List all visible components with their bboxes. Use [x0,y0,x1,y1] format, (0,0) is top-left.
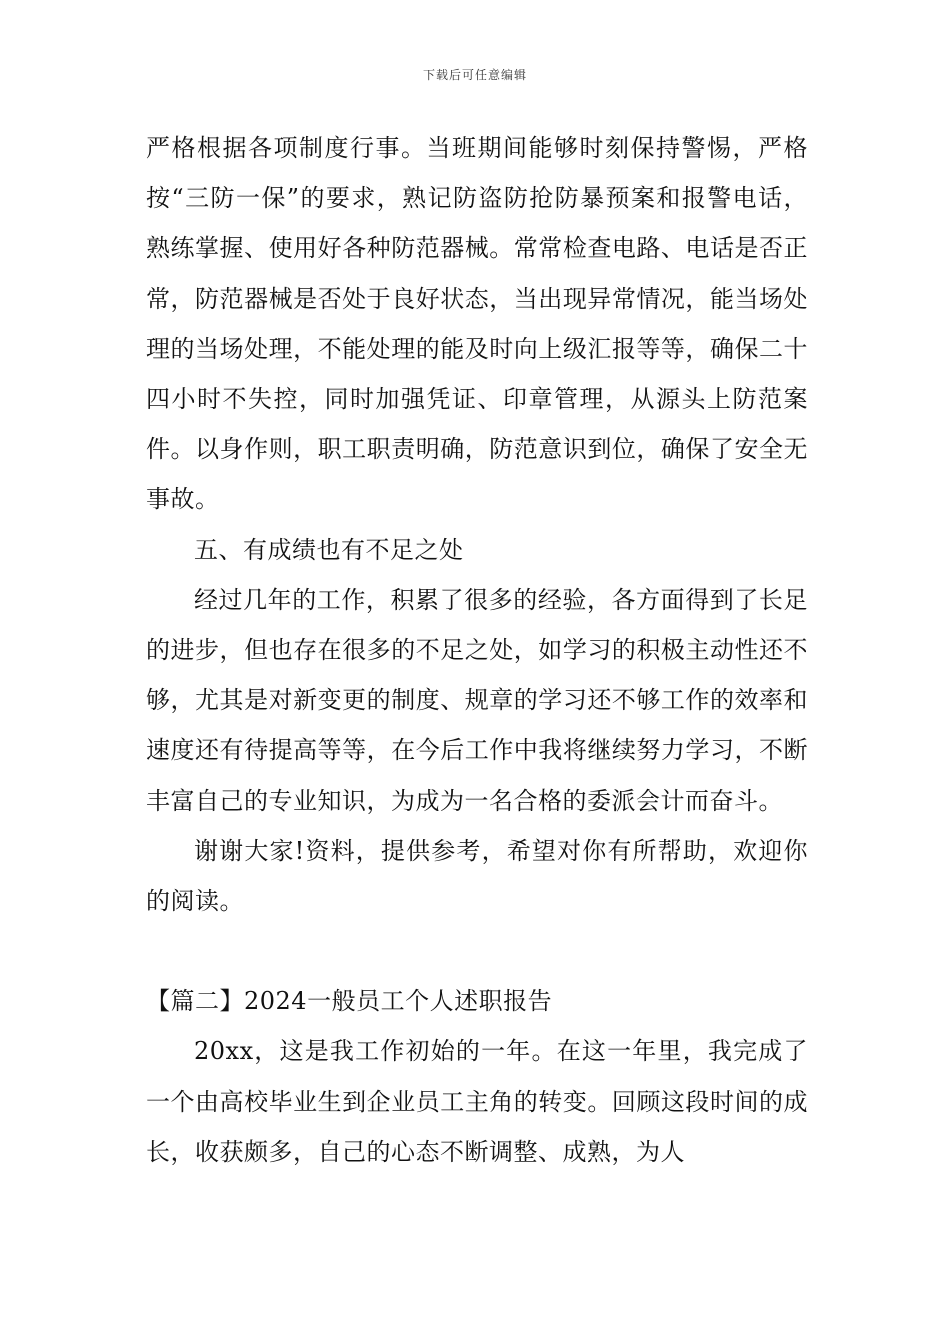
paragraph-shortcomings: 经过几年的工作，积累了很多的经验，各方面得到了长足的进步，但也存在很多的不足之处，如学习的积极主动性还不够，尤其是对新变更的制度、规章的学习还不够工作的效率和速度还有待提高等等，在今后工作中我将继续努力学习，不断丰富自己的专业知识，为成为一名合格的委派会计而奋斗。 [146,585,808,815]
document-body [146,123,808,1177]
section-title-part-two: 【篇二】2024一般员工个人述职报告 [146,987,553,1016]
blank-line [146,926,808,976]
paragraph-security-duties: 严格根据各项制度行事。当班期间能够时刻保持警惕，严格按“三防一保”的要求，熟记防盗防抢防暴预案和报警电话，熟练掌握、使用好各种防范器械。常常检查电路、电话是否正常，防范器械是否处于良好状态，当出现异常情况，能当场处理的当场处理，不能处理的能及时向上级汇报等等，确保二十四小时不失控，同时加强凭证、印章管理，从源头上防范案件。以身作则，职工职责明确，防范意识到位，确保了安全无事故。 [146,134,808,514]
paragraph-first-year: 20xx，这是我工作初始的一年。在这一年里，我完成了一个由高校毕业生到企业员工主角的转变。回顾这段时间的成长，收获颇多，自己的心态不断调整、成熟，为人 [146,1037,808,1166]
paragraph-closing: 谢谢大家!资料，提供参考，希望对你有所帮助，欢迎你的阅读。 [146,836,808,916]
heading-section-five: 五、有成绩也有不足之处 [194,535,464,564]
page-header: 下载后可任意编辑 [422,68,527,82]
